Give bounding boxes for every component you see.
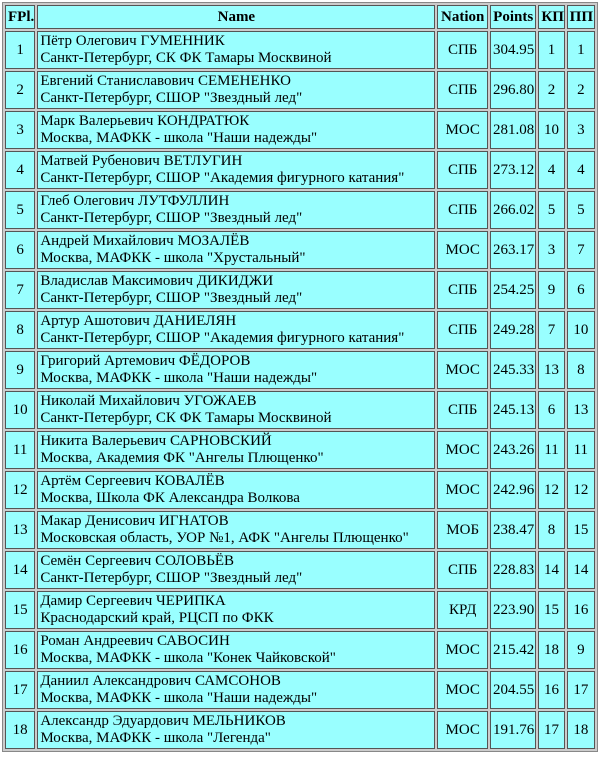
points-cell: 238.47 xyxy=(490,511,536,549)
table-row xyxy=(5,591,595,629)
skater-name: Николай Михайлович УГОЖАЕВ xyxy=(40,393,257,409)
pp-cell: 3 xyxy=(567,111,595,149)
skater-name: Артём Сергеевич КОВАЛЁВ xyxy=(40,473,225,489)
pp-cell: 1 xyxy=(567,31,595,69)
table-row xyxy=(5,551,595,589)
table-row xyxy=(5,391,595,429)
nation-cell: МОС xyxy=(437,111,488,149)
nation-cell: СПБ xyxy=(437,31,488,69)
skater-name: Даниил Александрович САМСОНОВ xyxy=(40,673,281,689)
pp-cell: 12 xyxy=(567,471,595,509)
skater-name: Марк Валерьевич КОНДРАТЮК xyxy=(40,113,250,129)
kp-cell: 11 xyxy=(538,431,564,469)
place-cell: 9 xyxy=(5,351,35,389)
skater-club: Москва, МАФКК - школа "Хрустальный" xyxy=(40,250,306,266)
skater-club: Москва, МАФКК - школа "Наши надежды" xyxy=(40,130,318,146)
name-cell xyxy=(37,271,435,309)
kp-cell: 4 xyxy=(538,151,564,189)
kp-cell: 15 xyxy=(538,591,564,629)
points-cell: 204.55 xyxy=(490,671,536,709)
place-cell: 1 xyxy=(5,31,35,69)
header-row xyxy=(5,5,595,29)
skater-name: Глеб Олегович ЛУТФУЛЛИН xyxy=(40,193,230,209)
kp-cell: 6 xyxy=(538,391,564,429)
skater-club: Москва, МАФКК - школа "Легенда" xyxy=(40,730,271,746)
table-row xyxy=(5,231,595,269)
nation-cell: СПБ xyxy=(437,311,488,349)
points-cell: 263.17 xyxy=(490,231,536,269)
header-nation: Nation xyxy=(437,5,488,29)
nation-cell: СПБ xyxy=(437,151,488,189)
table-row xyxy=(5,111,595,149)
place-cell: 17 xyxy=(5,671,35,709)
table-row xyxy=(5,151,595,189)
points-cell: 273.12 xyxy=(490,151,536,189)
nation-cell: СПБ xyxy=(437,71,488,109)
table-row xyxy=(5,711,595,749)
name-cell xyxy=(37,671,435,709)
name-cell xyxy=(37,231,435,269)
name-cell xyxy=(37,311,435,349)
points-cell: 215.42 xyxy=(490,631,536,669)
name-cell xyxy=(37,591,435,629)
table-row xyxy=(5,351,595,389)
place-cell: 15 xyxy=(5,591,35,629)
skater-club: Санкт-Петербург, СШОР "Звездный лед" xyxy=(40,90,303,106)
pp-cell: 5 xyxy=(567,191,595,229)
results-table xyxy=(2,2,598,752)
kp-cell: 7 xyxy=(538,311,564,349)
place-cell: 13 xyxy=(5,511,35,549)
kp-cell: 8 xyxy=(538,511,564,549)
skater-club: Москва, МАФКК - школа "Наши надежды" xyxy=(40,370,318,386)
points-cell: 266.02 xyxy=(490,191,536,229)
name-cell xyxy=(37,471,435,509)
table-row xyxy=(5,71,595,109)
place-cell: 18 xyxy=(5,711,35,749)
points-cell: 245.13 xyxy=(490,391,536,429)
kp-cell: 1 xyxy=(538,31,564,69)
skater-name: Роман Андреевич САВОСИН xyxy=(40,633,230,649)
place-cell: 4 xyxy=(5,151,35,189)
nation-cell: МОБ xyxy=(437,511,488,549)
pp-cell: 6 xyxy=(567,271,595,309)
kp-cell: 16 xyxy=(538,671,564,709)
kp-cell: 12 xyxy=(538,471,564,509)
name-cell xyxy=(37,711,435,749)
kp-cell: 17 xyxy=(538,711,564,749)
nation-cell: МОС xyxy=(437,231,488,269)
pp-cell: 9 xyxy=(567,631,595,669)
table-row xyxy=(5,631,595,669)
skater-club: Москва, МАФКК - школа "Наши надежды" xyxy=(40,690,318,706)
points-cell: 228.83 xyxy=(490,551,536,589)
skater-name: Дамир Сергеевич ЧЕРИПКА xyxy=(40,593,226,609)
skater-name: Григорий Артемович ФЁДОРОВ xyxy=(40,353,251,369)
skater-name: Александр Эдуардович МЕЛЬНИКОВ xyxy=(40,713,286,729)
table-row xyxy=(5,271,595,309)
place-cell: 2 xyxy=(5,71,35,109)
name-cell xyxy=(37,431,435,469)
header-place: FPl. xyxy=(5,5,35,29)
points-cell: 254.25 xyxy=(490,271,536,309)
pp-cell: 2 xyxy=(567,71,595,109)
nation-cell: СПБ xyxy=(437,271,488,309)
nation-cell: КРД xyxy=(437,591,488,629)
points-cell: 242.96 xyxy=(490,471,536,509)
name-cell xyxy=(37,191,435,229)
skater-name: Никита Валерьевич САРНОВСКИЙ xyxy=(40,433,272,449)
kp-cell: 10 xyxy=(538,111,564,149)
table-row xyxy=(5,671,595,709)
points-cell: 243.26 xyxy=(490,431,536,469)
pp-cell: 18 xyxy=(567,711,595,749)
kp-cell: 3 xyxy=(538,231,564,269)
skater-club: Московская область, УОР №1, АФК "Ангелы Плющенко" xyxy=(40,530,409,546)
kp-cell: 5 xyxy=(538,191,564,229)
place-cell: 3 xyxy=(5,111,35,149)
nation-cell: МОС xyxy=(437,471,488,509)
skater-club: Москва, МАФКК - школа "Конек Чайковской" xyxy=(40,650,336,666)
name-cell xyxy=(37,31,435,69)
table-row xyxy=(5,31,595,69)
points-cell: 191.76 xyxy=(490,711,536,749)
place-cell: 5 xyxy=(5,191,35,229)
table-header xyxy=(5,5,595,29)
nation-cell: МОС xyxy=(437,711,488,749)
place-cell: 6 xyxy=(5,231,35,269)
header-pp: ПП xyxy=(567,5,595,29)
name-cell xyxy=(37,351,435,389)
skater-club: Санкт-Петербург, СК ФК Тамары Москвиной xyxy=(40,410,332,426)
skater-name: Матвей Рубенович ВЕТЛУГИН xyxy=(40,153,243,169)
table-row xyxy=(5,471,595,509)
skater-club: Краснодарский край, РЦСП по ФКК xyxy=(40,610,274,626)
pp-cell: 8 xyxy=(567,351,595,389)
name-cell xyxy=(37,111,435,149)
kp-cell: 14 xyxy=(538,551,564,589)
table-body xyxy=(5,31,595,749)
pp-cell: 10 xyxy=(567,311,595,349)
points-cell: 223.90 xyxy=(490,591,536,629)
nation-cell: МОС xyxy=(437,431,488,469)
header-points: Points xyxy=(490,5,536,29)
header-name: Name xyxy=(37,5,435,29)
place-cell: 8 xyxy=(5,311,35,349)
points-cell: 296.80 xyxy=(490,71,536,109)
name-cell xyxy=(37,511,435,549)
skater-name: Пётр Олегович ГУМЕННИК xyxy=(40,33,225,49)
table-row xyxy=(5,511,595,549)
place-cell: 14 xyxy=(5,551,35,589)
nation-cell: СПБ xyxy=(437,551,488,589)
kp-cell: 9 xyxy=(538,271,564,309)
name-cell xyxy=(37,151,435,189)
skater-club: Москва, Академия ФК "Ангелы Плющенко" xyxy=(40,450,324,466)
name-cell xyxy=(37,71,435,109)
nation-cell: МОС xyxy=(437,631,488,669)
skater-name: Владислав Максимович ДИКИДЖИ xyxy=(40,273,274,289)
skater-club: Санкт-Петербург, СШОР "Академия фигурного катания" xyxy=(40,170,405,186)
place-cell: 7 xyxy=(5,271,35,309)
skater-club: Санкт-Петербург, СШОР "Звездный лед" xyxy=(40,290,303,306)
skater-club: Москва, Школа ФК Александра Волкова xyxy=(40,490,300,506)
skater-name: Семён Сергеевич СОЛОВЬЁВ xyxy=(40,553,234,569)
pp-cell: 14 xyxy=(567,551,595,589)
name-cell xyxy=(37,551,435,589)
header-kp: КП xyxy=(538,5,564,29)
place-cell: 16 xyxy=(5,631,35,669)
pp-cell: 15 xyxy=(567,511,595,549)
pp-cell: 7 xyxy=(567,231,595,269)
skater-club: Санкт-Петербург, СШОР "Академия фигурного катания" xyxy=(40,330,405,346)
skater-name: Артур Ашотович ДАНИЕЛЯН xyxy=(40,313,237,329)
place-cell: 10 xyxy=(5,391,35,429)
points-cell: 304.95 xyxy=(490,31,536,69)
name-cell xyxy=(37,391,435,429)
pp-cell: 11 xyxy=(567,431,595,469)
place-cell: 12 xyxy=(5,471,35,509)
table-row xyxy=(5,311,595,349)
kp-cell: 2 xyxy=(538,71,564,109)
table-row xyxy=(5,191,595,229)
pp-cell: 4 xyxy=(567,151,595,189)
kp-cell: 13 xyxy=(538,351,564,389)
nation-cell: СПБ xyxy=(437,191,488,229)
skater-club: Санкт-Петербург, СШОР "Звездный лед" xyxy=(40,570,303,586)
skater-club: Санкт-Петербург, СК ФК Тамары Москвиной xyxy=(40,50,332,66)
pp-cell: 17 xyxy=(567,671,595,709)
points-cell: 245.33 xyxy=(490,351,536,389)
points-cell: 281.08 xyxy=(490,111,536,149)
pp-cell: 13 xyxy=(567,391,595,429)
name-cell xyxy=(37,631,435,669)
skater-name: Евгений Станиславович СЕМЕНЕНКО xyxy=(40,73,291,89)
skater-name: Андрей Михайлович МОЗАЛЁВ xyxy=(40,233,250,249)
place-cell: 11 xyxy=(5,431,35,469)
kp-cell: 18 xyxy=(538,631,564,669)
nation-cell: МОС xyxy=(437,671,488,709)
points-cell: 249.28 xyxy=(490,311,536,349)
nation-cell: СПБ xyxy=(437,391,488,429)
skater-name: Макар Денисович ИГНАТОВ xyxy=(40,513,229,529)
pp-cell: 16 xyxy=(567,591,595,629)
table-row xyxy=(5,431,595,469)
skater-club: Санкт-Петербург, СШОР "Звездный лед" xyxy=(40,210,303,226)
nation-cell: МОС xyxy=(437,351,488,389)
